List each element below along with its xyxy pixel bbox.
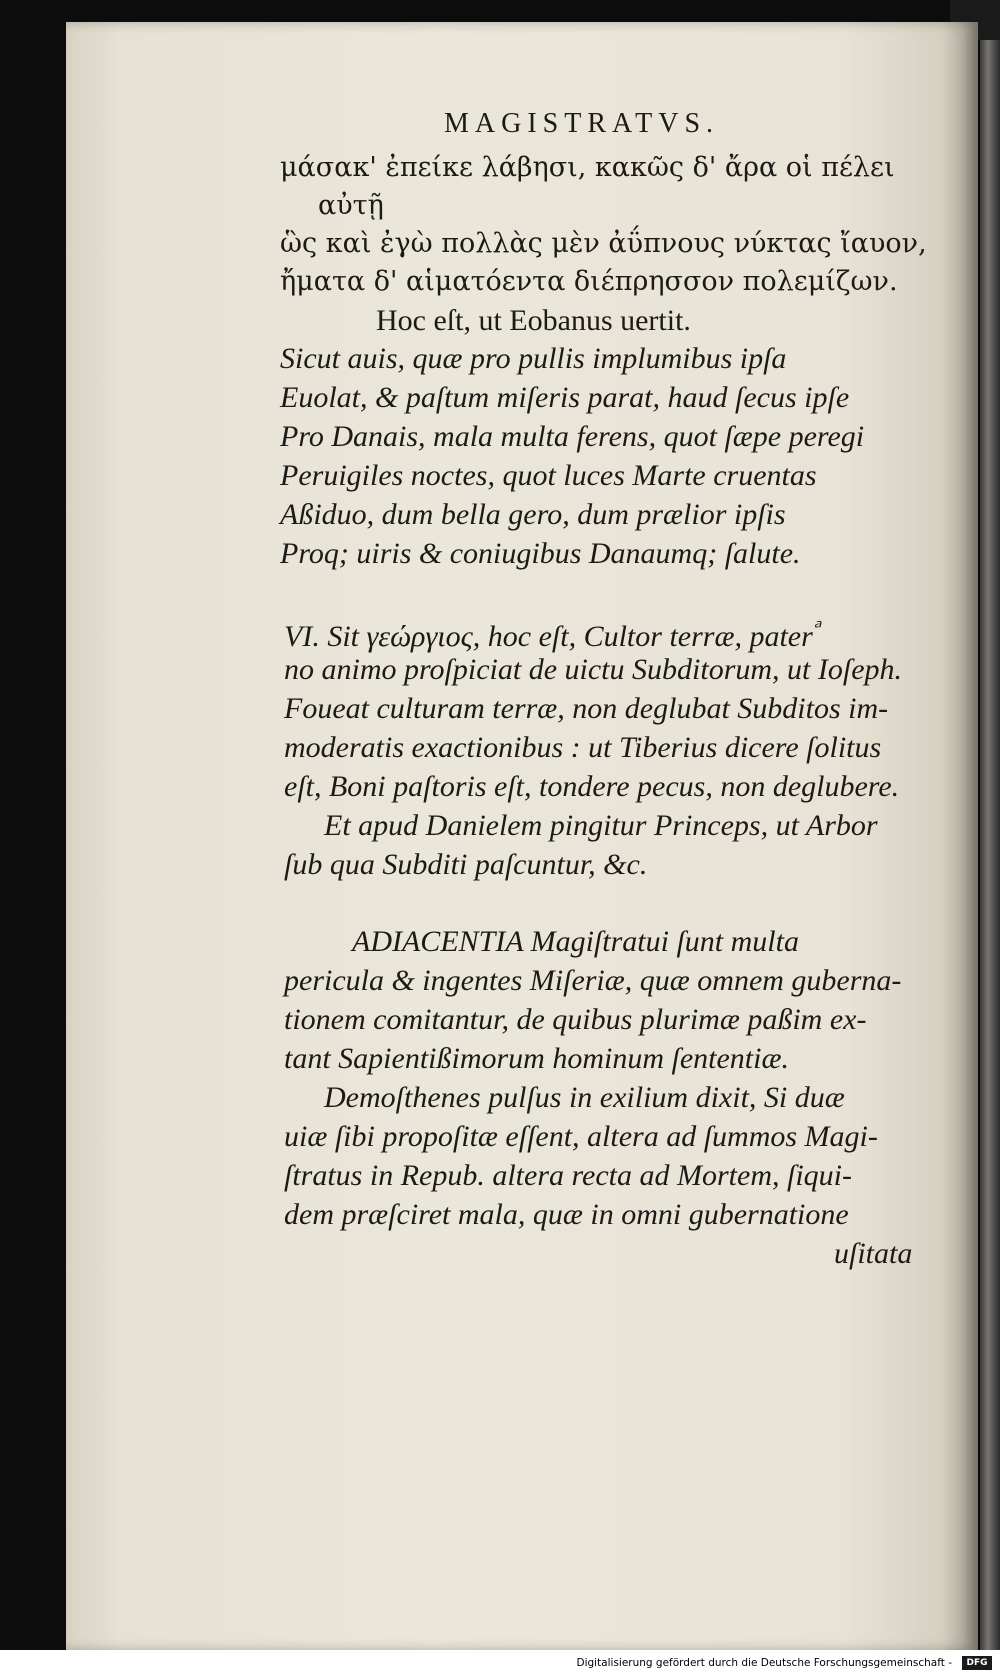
adiacentia-line: tionem comitantur, de quibus plurimæ paßim ex- <box>284 1003 867 1036</box>
adiacentia-line: Demoſthenes pulſus in exilium dixit, Si duæ <box>324 1081 845 1114</box>
adiacentia-line: tant Sapientißimorum hominum ſententiæ. <box>284 1042 789 1075</box>
section-vi-line: Et apud Danielem pingitur Princeps, ut Arbor <box>324 809 878 842</box>
greek-line: ἤματα δ' αἱματόεντα διέπρησσον πολεμίζων. <box>280 266 898 297</box>
adiacentia-line: dem præſciret mala, quæ in omni gubernatione <box>284 1198 849 1231</box>
page-edge <box>980 40 1000 1650</box>
verse-line: Aßiduo, dum bella gero, dum prælior ipſis <box>280 498 786 531</box>
verse-intro: Hoc eſt, ut Eobanus uertit. <box>376 304 691 337</box>
section-vi-line: Foueat culturam terræ, non deglubat Subditos im- <box>284 692 889 725</box>
dfg-logo: DFG <box>962 1656 992 1670</box>
footer-credit: Digitalisierung gefördert durch die Deutsche Forschungsgemeinschaft - <box>576 1657 952 1669</box>
verse-line: Sicut auis, quæ pro pullis implumibus ipſa <box>280 342 787 375</box>
verse-line: Proq; uiris & coniugibus Danaumq; ſalute. <box>280 537 801 570</box>
section-vi-line: ſub qua Subditi paſcuntur, &c. <box>284 848 648 881</box>
section-vi-line: no animo proſpiciat de uictu Subditorum, ut Ioſeph. <box>284 653 903 686</box>
section-vi-line: eſt, Boni paſtoris eſt, tondere pecus, non deglubere. <box>284 770 900 803</box>
verse-line: Peruigiles noctes, quot luces Marte cruentas <box>280 459 817 492</box>
adiacentia-line: pericula & ingentes Miſeriæ, quæ omnem guberna- <box>284 964 902 997</box>
adiacentia-line: ADIACENTIA Magiſtratui ſunt multa <box>352 925 799 958</box>
verse-line: Euolat, & paſtum miſeris parat, haud ſecus ipſe <box>280 381 850 414</box>
adiacentia-line: uiæ ſibi propoſitæ eſſent, altera ad ſummos Magi- <box>284 1120 878 1153</box>
greek-line: ὣς καὶ ἐγὼ πολλὰς μὲν ἀΰπνους νύκτας ἴαυον, <box>280 228 927 259</box>
greek-line: αὐτῇ <box>318 190 384 221</box>
section-vi-line: moderatis exactionibus : ut Tiberius dicere ſolitus <box>284 731 882 764</box>
section-vi-line: VI. Sit γεώργιος, hoc eſt, Cultor terræ, paterⷶ <box>284 620 813 653</box>
catchword: uſitata <box>834 1237 913 1270</box>
adiacentia-line: ſtratus in Repub. altera recta ad Mortem, ſiqui- <box>284 1159 852 1192</box>
running-head: MAGISTRATVS. <box>444 108 720 139</box>
greek-line: μάσακ' ἐπείκε λάβησι, κακῶς δ' ἄρα οἱ πέλει <box>280 152 895 183</box>
verse-line: Pro Danais, mala multa ferens, quot ſæpe peregi <box>280 420 865 453</box>
